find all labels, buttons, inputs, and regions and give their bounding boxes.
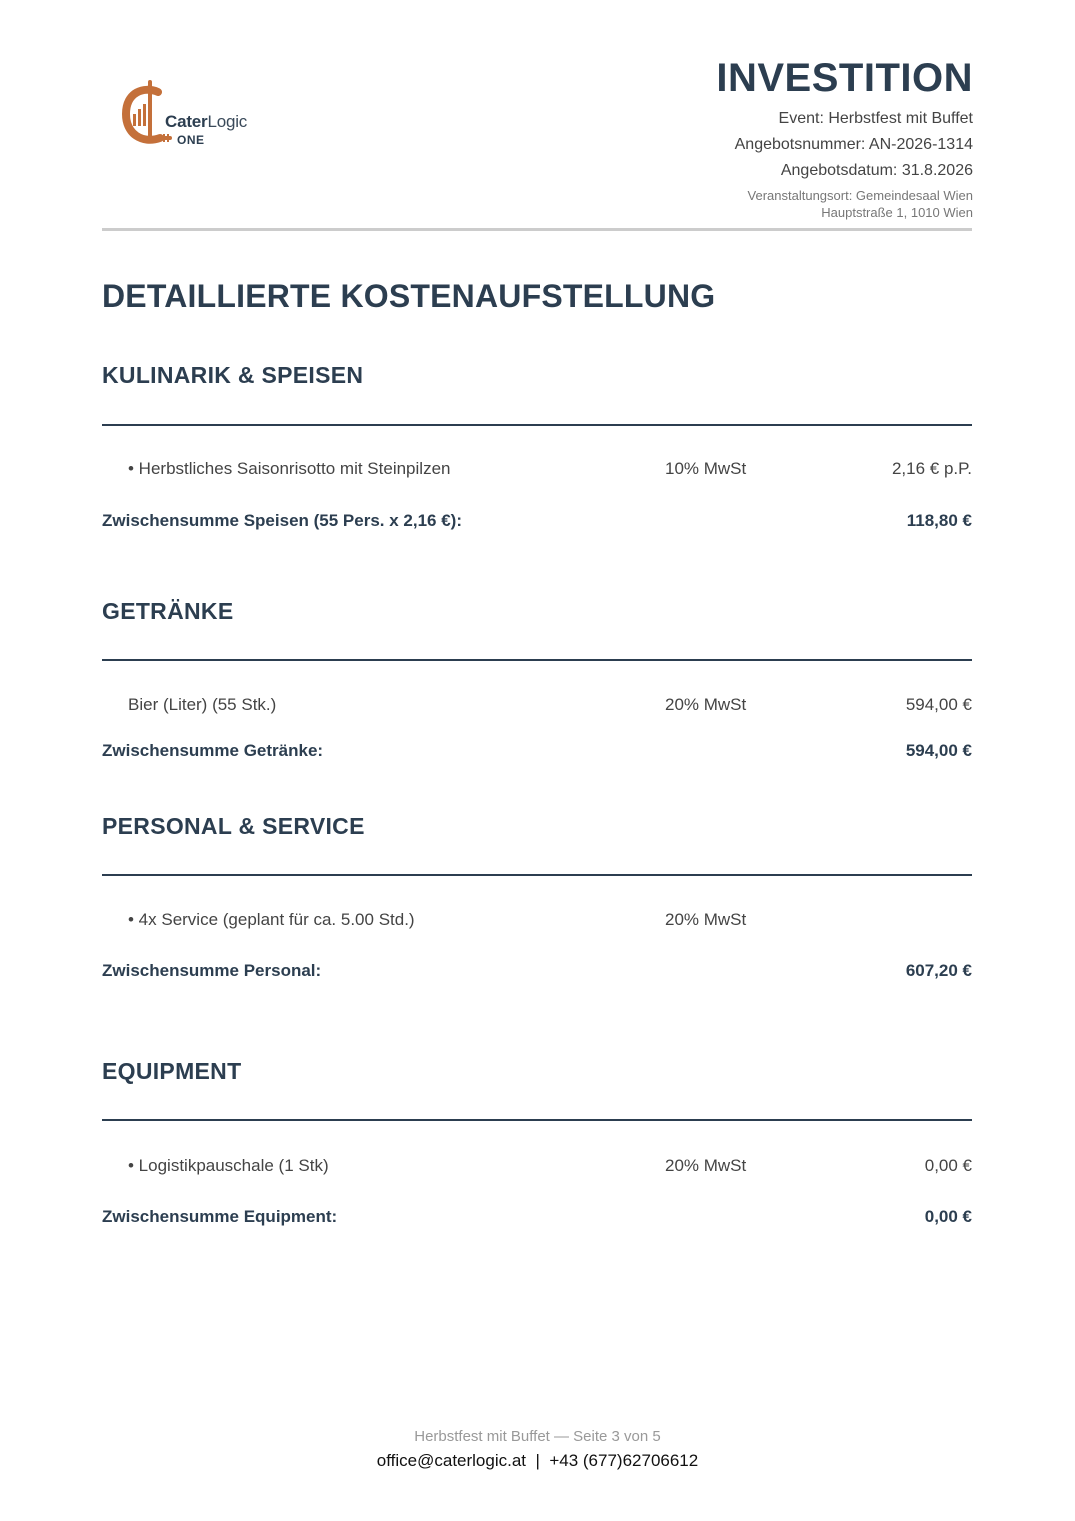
item-price: 0,00 € <box>924 1156 972 1175</box>
subtotal-label: Zwischensumme Speisen (55 Pers. x 2,16 €): <box>102 511 462 530</box>
subtotal-row <box>102 741 972 765</box>
offer-date: Angebotsdatum: 31.8.2026 <box>780 162 973 179</box>
item-description: • 4x Service (geplant für ca. 5.00 Std.) <box>128 910 415 929</box>
item-tax: 20% MwSt <box>665 695 747 714</box>
venue-name: Veranstaltungsort: Gemeindesaal Wien <box>747 188 973 203</box>
subtotal-row <box>102 1207 972 1231</box>
line-item <box>102 459 972 485</box>
item-tax: 20% MwSt <box>665 1156 747 1175</box>
item-tax: 20% MwSt <box>665 910 747 929</box>
subtotal-amount: 0,00 € <box>924 1207 972 1226</box>
item-tax: 10% MwSt <box>665 459 747 478</box>
section-title-personal: PERSONAL & SERVICE <box>102 813 365 839</box>
line-item <box>102 1156 972 1182</box>
logo-wordmark: CaterLogic <box>165 112 248 131</box>
subtotal-label: Zwischensumme Personal: <box>102 961 322 980</box>
subtotal-row <box>102 511 972 535</box>
subtotal-amount: 594,00 € <box>905 741 972 760</box>
header-divider <box>102 228 972 231</box>
subtotal-label: Zwischensumme Getränke: <box>102 741 324 760</box>
caterlogic-logo <box>120 78 260 150</box>
section-divider <box>102 659 972 661</box>
section-divider <box>102 874 972 876</box>
subtotal-row <box>102 961 972 985</box>
item-price: 2,16 € p.P. <box>891 459 972 478</box>
logo-subtitle: ONE <box>177 133 205 147</box>
item-description: • Logistikpauschale (1 Stk) <box>128 1156 329 1175</box>
event-name: Event: Herbstfest mit Buffet <box>778 110 973 127</box>
document-title: INVESTITION <box>716 56 973 100</box>
subtotal-amount: 118,80 € <box>906 511 972 530</box>
line-item <box>102 695 972 721</box>
line-item <box>102 910 972 936</box>
offer-number: Angebotsnummer: AN-2026-1314 <box>734 136 973 153</box>
subtotal-label: Zwischensumme Equipment: <box>102 1207 338 1226</box>
item-price: 594,00 € <box>905 695 972 714</box>
section-divider <box>102 1119 972 1121</box>
section-divider <box>102 424 972 426</box>
footer-contact: office@caterlogic.at | +43 (677)62706612 <box>376 1451 699 1470</box>
section-title-getraenke: GETRÄNKE <box>102 598 234 624</box>
item-description: • Herbstliches Saisonrisotto mit Steinpilzen <box>128 459 451 478</box>
footer-page-info: Herbstfest mit Buffet — Seite 3 von 5 <box>414 1428 661 1445</box>
venue-address: Hauptstraße 1, 1010 Wien <box>821 205 973 220</box>
subtotal-amount: 607,20 € <box>905 961 972 980</box>
item-description: Bier (Liter) (55 Stk.) <box>128 695 277 714</box>
section-title-kulinarik: KULINARIK & SPEISEN <box>102 362 364 388</box>
main-title: DETAILLIERTE KOSTENAUFSTELLUNG <box>102 278 716 314</box>
section-title-equipment: EQUIPMENT <box>102 1058 242 1084</box>
document-header <box>553 55 973 221</box>
